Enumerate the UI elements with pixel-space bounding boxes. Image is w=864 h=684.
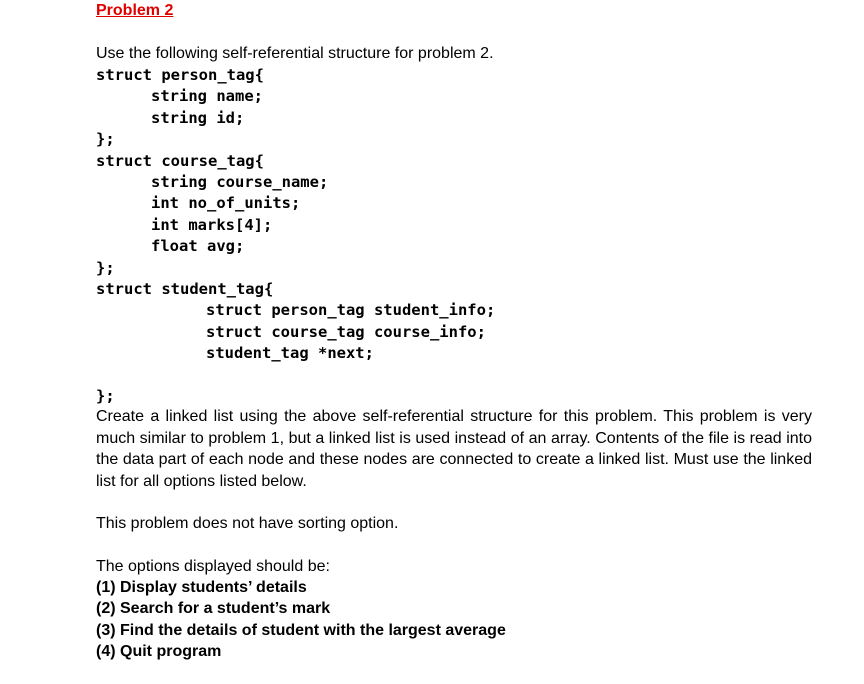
code-block: [96, 65, 495, 407]
intro-text: Use the following self-referential structure for problem 2.: [96, 45, 494, 62]
option-item: (3) Find the details of student with the largest average: [96, 621, 506, 639]
code-line: };: [96, 386, 115, 405]
description-paragraph: Create a linked list using the above self-referential structure for this problem. This problem is very much similar to problem 1, but a linked list is used instead of an array. Contents of the file is read into the data part of each node and these nodes are connected to create a linked list. Must use the linked list for all options listed below.: [96, 408, 812, 490]
code-line: struct student_tag{: [96, 279, 274, 298]
code-line: struct person_tag{: [96, 66, 264, 84]
code-line: struct person_tag student_info;: [206, 301, 496, 320]
code-line: };: [96, 258, 115, 277]
sorting-note: This problem does not have sorting option.: [96, 515, 399, 532]
code-line: student_tag *next;: [206, 344, 374, 363]
code-line: int no_of_units;: [151, 194, 301, 213]
options-list: [96, 577, 506, 662]
code-line: string name;: [151, 87, 263, 106]
option-item: (1) Display students’ details: [96, 579, 307, 596]
code-line: struct course_tag course_info;: [206, 322, 486, 341]
code-line: string id;: [151, 108, 245, 127]
code-line: float avg;: [151, 237, 245, 256]
option-item: (2) Search for a student’s mark: [96, 600, 331, 618]
code-line: string course_name;: [151, 172, 329, 191]
code-line: };: [96, 130, 115, 149]
options-heading: The options displayed should be:: [96, 558, 330, 575]
problem-title: Problem 2: [96, 2, 174, 19]
code-line: [96, 364, 495, 385]
option-item: (4) Quit program: [96, 642, 222, 660]
code-line: struct course_tag{: [96, 151, 264, 170]
code-line: int marks[4];: [151, 215, 273, 234]
